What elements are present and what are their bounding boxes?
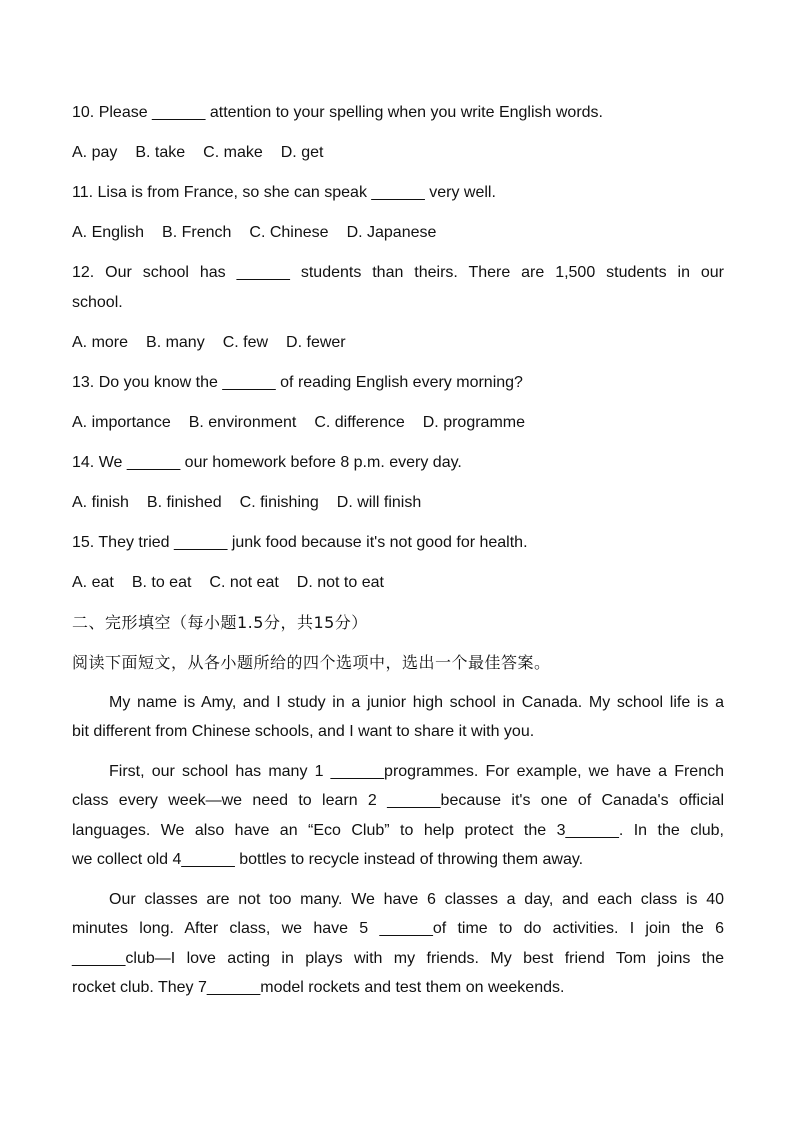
question-10-stem: 10. Please ______ attention to your spelling when you write English words.: [72, 104, 603, 121]
option-c: C. make: [203, 144, 263, 161]
option-b: B. environment: [188, 414, 297, 431]
option-d: D. will finish: [336, 494, 422, 511]
option-d: D. programme: [422, 414, 525, 431]
question-13-options: [72, 412, 543, 434]
option-a: A. importance: [72, 414, 171, 431]
section-instruction: 阅读下面短文，从各小题所给的四个选项中，选出一个最佳答案。: [72, 653, 551, 672]
passage-p3-line1: Our classes are not too many. We have 6 classes a day, and each class is 40: [109, 891, 724, 908]
option-d: D. fewer: [286, 334, 346, 351]
question-15-options: [72, 572, 402, 594]
option-b: B. French: [162, 224, 232, 241]
question-15-stem: 15. They tried ______ junk food because it's not good for health.: [72, 534, 528, 551]
option-d: D. not to eat: [296, 574, 384, 591]
passage-p2-line4: we collect old 4______ bottles to recycle instead of throwing them away.: [72, 851, 584, 868]
option-c: C. few: [222, 334, 269, 351]
question-12-stem-line1: 12. Our school has ______ students than theirs. There are 1,500 students in our: [72, 264, 724, 281]
passage-p1-line2: bit different from Chinese schools, and I want to share it with you.: [72, 723, 535, 740]
option-c: C. finishing: [239, 494, 319, 511]
question-10-options: [72, 142, 341, 164]
passage-p2-line1: First, our school has many 1 ______programmes. For example, we have a French: [109, 763, 724, 780]
option-c: C. difference: [314, 414, 405, 431]
passage-p3-line2: minutes long. After class, we have 5 ______of time to do activities. I join the 6: [72, 920, 724, 937]
option-a: A. more: [72, 334, 129, 351]
option-b: B. take: [135, 144, 186, 161]
passage-p3-line3: ______club—I love acting in plays with my friends. My best friend Tom joins the: [72, 950, 724, 967]
option-c: C. Chinese: [249, 224, 329, 241]
option-b: B. finished: [146, 494, 222, 511]
section-heading: 二、完形填空（每小题1.5分，共15分）: [72, 613, 368, 632]
question-12-options: [72, 332, 364, 354]
question-13-stem: 13. Do you know the ______ of reading English every morning?: [72, 374, 523, 391]
option-a: A. pay: [72, 144, 118, 161]
option-d: D. get: [280, 144, 324, 161]
question-11-options: [72, 222, 454, 244]
passage-p2-line3: languages. We also have an “Eco Club” to help protect the 3______. In the club,: [72, 822, 724, 839]
option-d: D. Japanese: [346, 224, 437, 241]
passage-p2-line2: class every week—we need to learn 2 ______because it's one of Canada's official: [72, 792, 724, 809]
option-a: A. eat: [72, 574, 114, 591]
option-b: B. to eat: [131, 574, 192, 591]
option-c: C. not eat: [209, 574, 279, 591]
option-b: B. many: [146, 334, 205, 351]
passage-p3-line4: rocket club. They 7______model rockets and test them on weekends.: [72, 979, 565, 996]
question-12-stem-line2: school.: [72, 294, 123, 311]
question-11-stem: 11. Lisa is from France, so she can speak ______ very well.: [72, 184, 496, 201]
question-14-stem: 14. We ______ our homework before 8 p.m. every day.: [72, 454, 462, 471]
question-14-options: [72, 492, 439, 514]
passage-p1-line1: My name is Amy, and I study in a junior high school in Canada. My school life is a: [109, 694, 724, 711]
option-a: A. finish: [72, 494, 129, 511]
option-a: A. English: [72, 224, 145, 241]
